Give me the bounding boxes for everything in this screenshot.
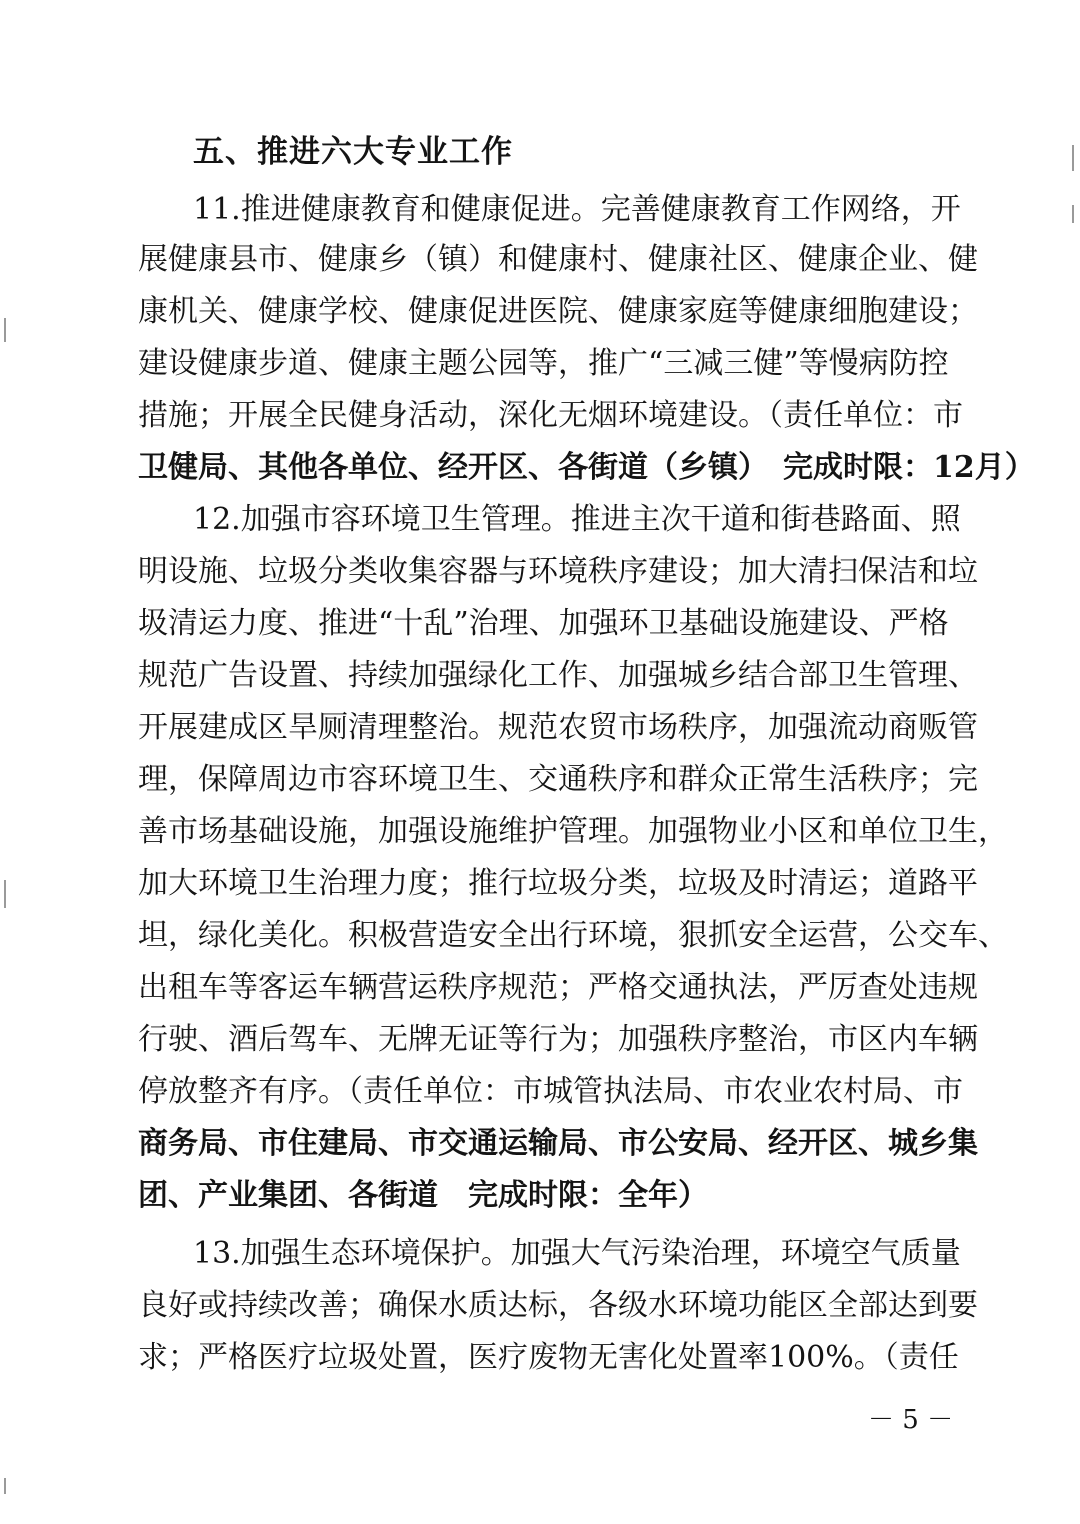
paragraph-line: 措施；开展全民健身活动，深化无烟环境建设。（责任单位：市 (138, 398, 963, 433)
scan-edge-mark (1072, 145, 1074, 171)
scan-edge-mark (4, 880, 6, 908)
paragraph-line: 建设健康步道、健康主题公园等，推广“三减三健”等慢病防控 (138, 346, 949, 381)
paragraph-line: 卫健局、其他各单位、经开区、各街道（乡镇） 完成时限：12月） (138, 450, 1035, 485)
scan-edge-mark (1072, 205, 1074, 223)
paragraph-line: 展健康县市、健康乡（镇）和健康村、健康社区、健康企业、健 (138, 242, 978, 277)
paragraph-line: 明设施、垃圾分类收集容器与环境秩序建设；加大清扫保洁和垃 (138, 554, 978, 589)
paragraph-line: 圾清运力度、推进“十乱”治理、加强环卫基础设施建设、严格 (138, 606, 949, 641)
paragraph-line: 善市场基础设施，加强设施维护管理。加强物业小区和单位卫生， (138, 814, 1008, 849)
paragraph-line: 11.推进健康教育和健康促进。完善健康教育工作网络，开 (193, 192, 961, 227)
paragraph-line: 出租车等客运车辆营运秩序规范；严格交通执法，严厉查处违规 (138, 970, 978, 1005)
paragraph-line: 12.加强市容环境卫生管理。推进主次干道和街巷路面、照 (193, 502, 961, 537)
paragraph-line: 开展建成区旱厕清理整治。规范农贸市场秩序，加强流动商贩管 (138, 710, 978, 745)
section-heading: 五、推进六大专业工作 (193, 134, 513, 170)
paragraph-line: 商务局、市住建局、市交通运输局、市公安局、经开区、城乡集 (138, 1126, 978, 1161)
scan-edge-mark (4, 318, 6, 342)
paragraph-line: 坦，绿化美化。积极营造安全出行环境，狠抓安全运营，公交车、 (138, 918, 1008, 953)
paragraph-line: 规范广告设置、持续加强绿化工作、加强城乡结合部卫生管理、 (138, 658, 978, 693)
paragraph-line: 加大环境卫生治理力度；推行垃圾分类，垃圾及时清运；道路平 (138, 866, 978, 901)
paragraph-line: 行驶、酒后驾车、无牌无证等行为；加强秩序整治，市区内车辆 (138, 1022, 978, 1057)
paragraph-line: 停放整齐有序。（责任单位：市城管执法局、市农业农村局、市 (138, 1074, 963, 1109)
scan-edge-mark (4, 1478, 6, 1494)
paragraph-line: 良好或持续改善；确保水质达标，各级水环境功能区全部达到要 (138, 1288, 978, 1323)
paragraph-line: 13.加强生态环境保护。加强大气污染治理，环境空气质量 (193, 1236, 961, 1271)
paragraph-line: 理，保障周边市容环境卫生、交通秩序和群众正常生活秩序；完 (138, 762, 978, 797)
paragraph-line: 团、产业集团、各街道 完成时限：全年） (138, 1178, 708, 1213)
page-number: － 5 － (868, 1405, 954, 1435)
paragraph-line: 求；严格医疗垃圾处置，医疗废物无害化处置率100%。（责任 (138, 1340, 959, 1375)
paragraph-line: 康机关、健康学校、健康促进医院、健康家庭等健康细胞建设； (138, 294, 978, 329)
